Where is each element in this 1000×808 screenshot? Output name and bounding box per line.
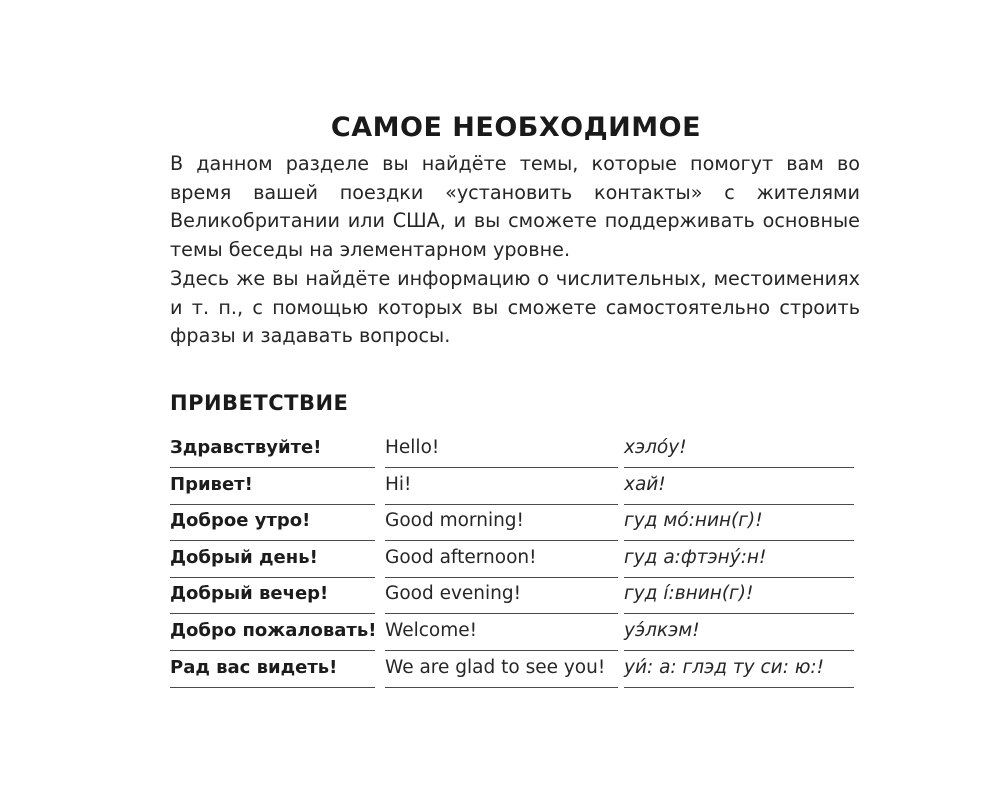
- russian-phrase: Здравствуйте!: [170, 437, 375, 467]
- intro-paragraph: Здесь же вы найдёте информацию о числительных, местоимениях и т. п., с помощью которых вы сможете самостоятельно строить фразы и задавать вопросы.: [170, 266, 860, 348]
- transcription: гуд í:внин(г)!: [624, 583, 854, 613]
- phrase-table: [170, 433, 854, 689]
- section-title: ПРИВЕТСТВИЕ: [170, 391, 349, 415]
- transcription: хэлóу!: [624, 437, 854, 467]
- transcription: хай!: [624, 474, 854, 504]
- table-row: [170, 433, 854, 470]
- transcription: уи́: а: глэд ту си: ю:!: [624, 657, 854, 687]
- english-phrase: We are glad to see you!: [385, 657, 618, 687]
- russian-phrase: Привет!: [170, 474, 375, 504]
- table-row: [170, 616, 854, 653]
- english-phrase: Good afternoon!: [385, 547, 618, 577]
- english-phrase: Good evening!: [385, 583, 618, 613]
- table-row: [170, 653, 854, 690]
- russian-phrase: Добрый день!: [170, 547, 375, 577]
- english-phrase: Hi!: [385, 474, 618, 504]
- table-row: [170, 543, 854, 580]
- english-phrase: Welcome!: [385, 620, 618, 650]
- transcription: уэ́лкэм!: [624, 620, 854, 650]
- table-row: [170, 506, 854, 543]
- intro-text: [170, 150, 860, 351]
- intro-paragraph: В данном разделе вы найдёте темы, которые помогут вам во время вашей поездки «установить контакты» с жителями Великобритании или США, и вы сможете поддерживать основные темы беседы на элементарном уровне.: [170, 152, 860, 262]
- table-row: [170, 579, 854, 616]
- russian-phrase: Рад вас видеть!: [170, 657, 375, 687]
- russian-phrase: Добро пожаловать!: [170, 620, 375, 650]
- page-title: САМОЕ НЕОБХОДИМОЕ: [330, 112, 702, 143]
- transcription: гуд а:фтэнý:н!: [624, 547, 854, 577]
- russian-phrase: Добрый вечер!: [170, 583, 375, 613]
- english-phrase: Good morning!: [385, 510, 618, 540]
- english-phrase: Hello!: [385, 437, 618, 467]
- transcription: гуд мó:нин(г)!: [624, 510, 854, 540]
- russian-phrase: Доброе утро!: [170, 510, 375, 540]
- table-row: [170, 470, 854, 507]
